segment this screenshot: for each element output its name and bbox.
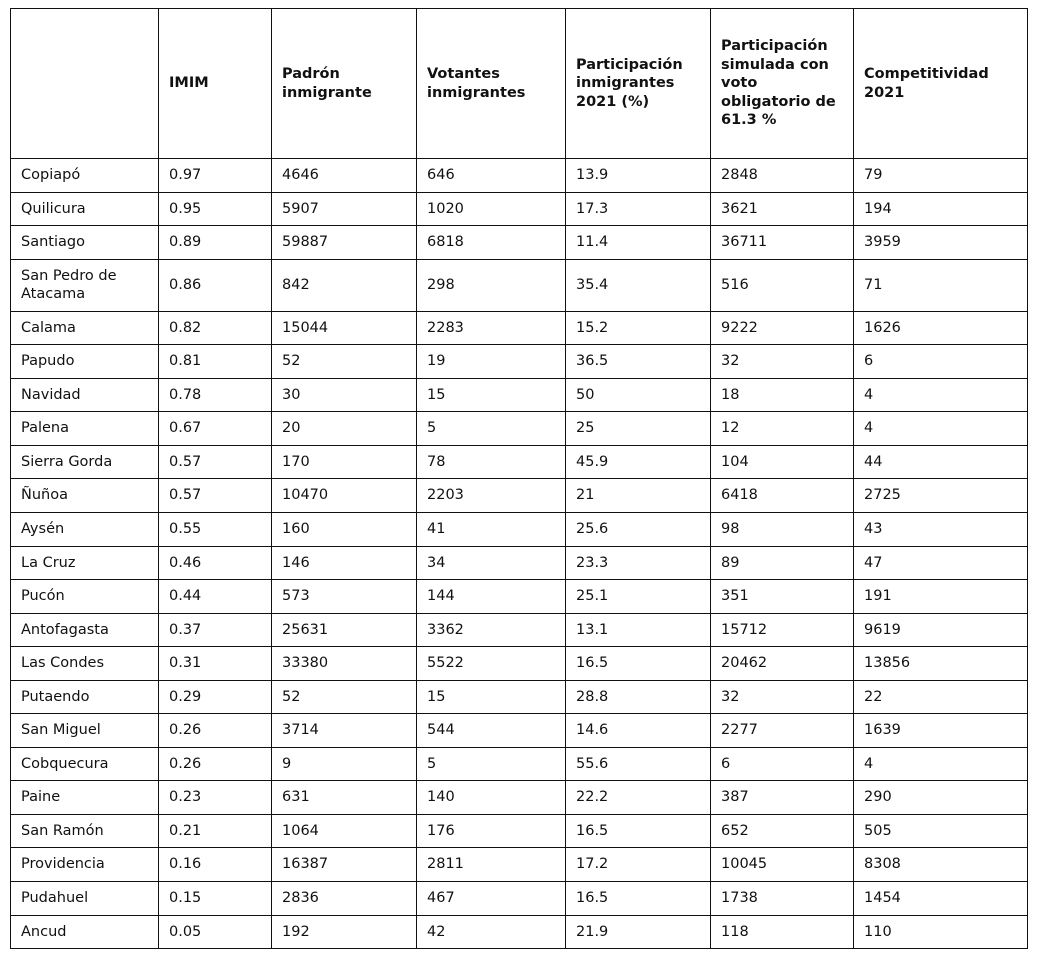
cell-competitividad: 191 — [854, 580, 1028, 614]
cell-votantes: 3362 — [417, 613, 566, 647]
cell-simulada: 10045 — [711, 848, 854, 882]
cell-padron: 1064 — [272, 814, 417, 848]
table-header — [11, 9, 1028, 159]
cell-participacion: 55.6 — [566, 747, 711, 781]
cell-competitividad: 1454 — [854, 882, 1028, 916]
cell-comuna: San Ramón — [11, 814, 159, 848]
cell-votantes: 41 — [417, 513, 566, 547]
cell-imim: 0.31 — [159, 647, 272, 681]
cell-votantes: 298 — [417, 259, 566, 311]
cell-comuna: La Cruz — [11, 546, 159, 580]
table-row — [11, 159, 1028, 193]
cell-comuna: Quilicura — [11, 192, 159, 226]
cell-comuna: Navidad — [11, 378, 159, 412]
cell-imim: 0.46 — [159, 546, 272, 580]
cell-simulada: 15712 — [711, 613, 854, 647]
cell-votantes: 2283 — [417, 311, 566, 345]
cell-padron: 842 — [272, 259, 417, 311]
cell-competitividad: 2725 — [854, 479, 1028, 513]
table-row — [11, 546, 1028, 580]
cell-simulada: 104 — [711, 445, 854, 479]
column-header-simulada: Participación simulada con voto obligatorio de 61.3 % — [711, 9, 854, 159]
table-row — [11, 479, 1028, 513]
table-row — [11, 345, 1028, 379]
cell-simulada: 2848 — [711, 159, 854, 193]
cell-comuna: Paine — [11, 781, 159, 815]
cell-participacion: 28.8 — [566, 680, 711, 714]
cell-padron: 9 — [272, 747, 417, 781]
cell-simulada: 98 — [711, 513, 854, 547]
cell-participacion: 14.6 — [566, 714, 711, 748]
table-row — [11, 259, 1028, 311]
cell-padron: 33380 — [272, 647, 417, 681]
cell-padron: 3714 — [272, 714, 417, 748]
cell-comuna: Aysén — [11, 513, 159, 547]
cell-competitividad: 6 — [854, 345, 1028, 379]
cell-votantes: 467 — [417, 882, 566, 916]
cell-imim: 0.82 — [159, 311, 272, 345]
cell-votantes: 5 — [417, 412, 566, 446]
cell-competitividad: 4 — [854, 378, 1028, 412]
table-row — [11, 781, 1028, 815]
table-row — [11, 226, 1028, 260]
cell-padron: 30 — [272, 378, 417, 412]
cell-comuna: Las Condes — [11, 647, 159, 681]
cell-padron: 573 — [272, 580, 417, 614]
column-header-votantes: Votantes inmigrantes — [417, 9, 566, 159]
cell-votantes: 78 — [417, 445, 566, 479]
cell-imim: 0.15 — [159, 882, 272, 916]
cell-participacion: 21.9 — [566, 915, 711, 949]
cell-simulada: 1738 — [711, 882, 854, 916]
cell-simulada: 20462 — [711, 647, 854, 681]
cell-padron: 2836 — [272, 882, 417, 916]
cell-simulada: 387 — [711, 781, 854, 815]
cell-votantes: 144 — [417, 580, 566, 614]
cell-padron: 20 — [272, 412, 417, 446]
cell-imim: 0.86 — [159, 259, 272, 311]
cell-votantes: 15 — [417, 378, 566, 412]
cell-imim: 0.37 — [159, 613, 272, 647]
cell-imim: 0.57 — [159, 479, 272, 513]
cell-imim: 0.05 — [159, 915, 272, 949]
cell-simulada: 6 — [711, 747, 854, 781]
cell-comuna: San Pedro de Atacama — [11, 259, 159, 311]
cell-padron: 170 — [272, 445, 417, 479]
cell-participacion: 23.3 — [566, 546, 711, 580]
cell-imim: 0.67 — [159, 412, 272, 446]
table-row — [11, 680, 1028, 714]
cell-comuna: Palena — [11, 412, 159, 446]
cell-votantes: 646 — [417, 159, 566, 193]
cell-competitividad: 9619 — [854, 613, 1028, 647]
cell-comuna: Copiapó — [11, 159, 159, 193]
cell-padron: 15044 — [272, 311, 417, 345]
cell-competitividad: 71 — [854, 259, 1028, 311]
cell-simulada: 9222 — [711, 311, 854, 345]
cell-votantes: 34 — [417, 546, 566, 580]
cell-simulada: 652 — [711, 814, 854, 848]
cell-votantes: 2811 — [417, 848, 566, 882]
cell-imim: 0.55 — [159, 513, 272, 547]
cell-votantes: 42 — [417, 915, 566, 949]
table-row — [11, 848, 1028, 882]
cell-imim: 0.57 — [159, 445, 272, 479]
cell-votantes: 1020 — [417, 192, 566, 226]
cell-padron: 25631 — [272, 613, 417, 647]
cell-comuna: Putaendo — [11, 680, 159, 714]
cell-imim: 0.26 — [159, 714, 272, 748]
cell-simulada: 2277 — [711, 714, 854, 748]
cell-competitividad: 8308 — [854, 848, 1028, 882]
cell-votantes: 2203 — [417, 479, 566, 513]
cell-participacion: 16.5 — [566, 647, 711, 681]
column-header-comuna — [11, 9, 159, 159]
cell-simulada: 89 — [711, 546, 854, 580]
cell-competitividad: 3959 — [854, 226, 1028, 260]
cell-votantes: 19 — [417, 345, 566, 379]
cell-comuna: Providencia — [11, 848, 159, 882]
cell-participacion: 16.5 — [566, 882, 711, 916]
cell-votantes: 5 — [417, 747, 566, 781]
cell-comuna: San Miguel — [11, 714, 159, 748]
cell-simulada: 18 — [711, 378, 854, 412]
cell-padron: 52 — [272, 345, 417, 379]
cell-participacion: 25.6 — [566, 513, 711, 547]
cell-imim: 0.29 — [159, 680, 272, 714]
cell-comuna: Pudahuel — [11, 882, 159, 916]
table-header-row — [11, 9, 1028, 159]
cell-competitividad: 4 — [854, 747, 1028, 781]
table-row — [11, 613, 1028, 647]
table-row — [11, 714, 1028, 748]
cell-imim: 0.95 — [159, 192, 272, 226]
cell-competitividad: 290 — [854, 781, 1028, 815]
cell-imim: 0.44 — [159, 580, 272, 614]
cell-participacion: 17.3 — [566, 192, 711, 226]
table-row — [11, 915, 1028, 949]
cell-participacion: 22.2 — [566, 781, 711, 815]
table-row — [11, 580, 1028, 614]
cell-imim: 0.23 — [159, 781, 272, 815]
cell-votantes: 140 — [417, 781, 566, 815]
cell-padron: 631 — [272, 781, 417, 815]
cell-padron: 16387 — [272, 848, 417, 882]
immigrant-participation-table — [10, 8, 1028, 949]
cell-competitividad: 194 — [854, 192, 1028, 226]
cell-imim: 0.78 — [159, 378, 272, 412]
table-row — [11, 747, 1028, 781]
cell-imim: 0.16 — [159, 848, 272, 882]
cell-comuna: Calama — [11, 311, 159, 345]
cell-participacion: 13.9 — [566, 159, 711, 193]
cell-participacion: 15.2 — [566, 311, 711, 345]
cell-participacion: 36.5 — [566, 345, 711, 379]
table-row — [11, 378, 1028, 412]
cell-participacion: 25 — [566, 412, 711, 446]
cell-imim: 0.21 — [159, 814, 272, 848]
cell-participacion: 17.2 — [566, 848, 711, 882]
cell-padron: 160 — [272, 513, 417, 547]
cell-participacion: 50 — [566, 378, 711, 412]
cell-participacion: 16.5 — [566, 814, 711, 848]
cell-comuna: Sierra Gorda — [11, 445, 159, 479]
cell-imim: 0.26 — [159, 747, 272, 781]
cell-comuna: Papudo — [11, 345, 159, 379]
cell-comuna: Pucón — [11, 580, 159, 614]
cell-padron: 52 — [272, 680, 417, 714]
cell-participacion: 21 — [566, 479, 711, 513]
cell-competitividad: 1639 — [854, 714, 1028, 748]
cell-competitividad: 13856 — [854, 647, 1028, 681]
table-row — [11, 311, 1028, 345]
table-row — [11, 882, 1028, 916]
column-header-competitividad: Competitividad 2021 — [854, 9, 1028, 159]
cell-padron: 4646 — [272, 159, 417, 193]
cell-comuna: Cobquecura — [11, 747, 159, 781]
cell-padron: 146 — [272, 546, 417, 580]
cell-comuna: Antofagasta — [11, 613, 159, 647]
cell-competitividad: 44 — [854, 445, 1028, 479]
cell-padron: 59887 — [272, 226, 417, 260]
cell-imim: 0.81 — [159, 345, 272, 379]
table-row — [11, 647, 1028, 681]
column-header-participacion: Participación inmigrantes 2021 (%) — [566, 9, 711, 159]
cell-comuna: Ancud — [11, 915, 159, 949]
cell-participacion: 35.4 — [566, 259, 711, 311]
cell-simulada: 118 — [711, 915, 854, 949]
cell-competitividad: 4 — [854, 412, 1028, 446]
cell-competitividad: 110 — [854, 915, 1028, 949]
cell-participacion: 13.1 — [566, 613, 711, 647]
cell-simulada: 12 — [711, 412, 854, 446]
cell-competitividad: 1626 — [854, 311, 1028, 345]
cell-simulada: 32 — [711, 345, 854, 379]
cell-participacion: 45.9 — [566, 445, 711, 479]
cell-comuna: Santiago — [11, 226, 159, 260]
cell-votantes: 15 — [417, 680, 566, 714]
table-row — [11, 814, 1028, 848]
cell-votantes: 544 — [417, 714, 566, 748]
table-body — [11, 159, 1028, 949]
cell-participacion: 25.1 — [566, 580, 711, 614]
table-row — [11, 412, 1028, 446]
cell-imim: 0.97 — [159, 159, 272, 193]
cell-participacion: 11.4 — [566, 226, 711, 260]
cell-competitividad: 79 — [854, 159, 1028, 193]
cell-padron: 5907 — [272, 192, 417, 226]
cell-padron: 192 — [272, 915, 417, 949]
cell-competitividad: 505 — [854, 814, 1028, 848]
cell-imim: 0.89 — [159, 226, 272, 260]
table-row — [11, 192, 1028, 226]
cell-simulada: 3621 — [711, 192, 854, 226]
column-header-padron: Padrón inmigrante — [272, 9, 417, 159]
cell-simulada: 351 — [711, 580, 854, 614]
cell-padron: 10470 — [272, 479, 417, 513]
cell-simulada: 32 — [711, 680, 854, 714]
column-header-imim: IMIM — [159, 9, 272, 159]
cell-simulada: 516 — [711, 259, 854, 311]
cell-votantes: 176 — [417, 814, 566, 848]
cell-votantes: 5522 — [417, 647, 566, 681]
cell-comuna: Ñuñoa — [11, 479, 159, 513]
cell-votantes: 6818 — [417, 226, 566, 260]
cell-competitividad: 47 — [854, 546, 1028, 580]
table-row — [11, 513, 1028, 547]
cell-simulada: 6418 — [711, 479, 854, 513]
cell-competitividad: 22 — [854, 680, 1028, 714]
table-row — [11, 445, 1028, 479]
cell-competitividad: 43 — [854, 513, 1028, 547]
cell-simulada: 36711 — [711, 226, 854, 260]
